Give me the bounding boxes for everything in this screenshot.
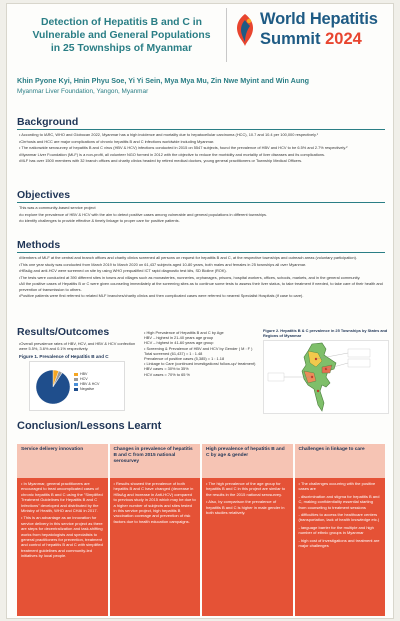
logo-line-1: World Hepatitis — [260, 10, 378, 28]
methods-bullet: •Positive patients were first referred to related MLF branches/charity clinics and then complicated cases were referred to nearest Specialist Hospitals (if case to care). — [19, 293, 304, 299]
methods-bullet: •HBsAg and anti-HCV were screened on site by using WHO prequalified ICT rapid diagnostic test kits, SD Bioline (ROK). — [19, 268, 227, 274]
results-line: Total screened (61,437) = 1 : 1.48 — [144, 350, 203, 356]
background-bullet: •MLF has over 1500 members with 32 branch offices and charity clinics headed by retired medical doctors, young general practitioners or Township Medical Officers. — [19, 158, 303, 164]
legend-label: HBV — [80, 372, 88, 376]
logo-summit: Summit — [260, 30, 321, 48]
poster — [6, 3, 394, 619]
background-bullet: • According to IARC, WHO and Globocan 2022, Myanmar has a high incidence and mortality due to hepatocellular carcinoma (HCC), 10.7 and 10.4 per 100,000 respectively.¹ — [19, 132, 319, 137]
column-body — [110, 478, 201, 616]
background-bullet: • The nationwide serosurvey of hepatitis B and C virus (HBV & HCV) infections conducted in 2015 on 5547 subjects, found the prevalence of HBV and HCV to be 6.5% and 2.7% respectively.² — [19, 145, 348, 151]
methods-heading: Methods — [17, 239, 61, 251]
logo-year: 2024 — [325, 30, 362, 48]
objectives-bullet: •to identify challenges to provide effective & timely linkage to proper care for positive patients. — [19, 218, 180, 224]
column-para: - language barrier for the multiple and high number of ethnic groups in Myanmar — [298, 524, 374, 536]
objectives-text — [19, 205, 385, 225]
column-para: - high cost of investigations and treatment are major challenges — [298, 537, 380, 549]
figure-1-title: Figure 1. Prevalence of Hepatitis B and C — [19, 354, 109, 359]
title-box — [17, 8, 227, 62]
results-line: • Screening & Prevalence of HBV and HCV by Gender ( M : F ) — [144, 345, 253, 351]
conclusion-column — [110, 444, 201, 616]
results-line: • Linkage to Care (continued investigations/ follow-up/ treatment) — [144, 361, 256, 367]
objectives-heading: Objectives — [17, 189, 71, 201]
column-body — [295, 478, 386, 616]
column-para: • The challenges occurring with the positive cases are — [298, 481, 376, 492]
title-line: Vulnerable and General Populations — [32, 29, 211, 41]
objectives-bullet: •to explore the prevalence of HBV & HCV with the aim to detect positive cases among vulnerable and general populations in different townships. — [19, 211, 268, 217]
background-text — [19, 132, 385, 165]
column-header: Service delivery innovation — [17, 444, 108, 478]
figure-2-title: Figure 2. Hepatitis B & C prevalence in 25 Townships by States and Regions of Myanmar — [263, 328, 388, 338]
results-line: HCV – highest in 41-60 years age group — [144, 340, 214, 346]
methods-bullet: •All the positive cases of Hepatitis B or C were given counseling immediately at the screening sites as to continue some tests to assess their liver status, to take treatment if needed, to take care of their health and prevention of transmission to others. — [19, 281, 383, 292]
results-line: Prevalence of positive cases (5,385) = 1 : 1.18 — [144, 356, 225, 362]
legend-label: HCV — [80, 377, 88, 381]
myanmar-map — [263, 340, 389, 414]
column-para: • This is an advantage as an innovation for service delivery in this service project as there are steps for decentralization and task-shifting works from hepatologists and specialists to general practitioners for prevention, treatment and control of hepatitis B and C with simplified treatment guidelines and community-led initiatives by local people. — [21, 515, 103, 559]
results-heading: Results/Outcomes — [17, 326, 110, 338]
authors: Khin Pyone Kyi, Hnin Phyu Soe, Yi Yi Sein, Mya Mya Mu, Zin Nwe Myint and Win Aung — [17, 76, 309, 85]
pie-slice — [36, 370, 70, 404]
legend-swatch — [74, 373, 78, 376]
results-left-text: •Overall prevalence rates of HBV, HCV, and HBV & HCV confection were 5.5%, 3.6% and 0.1% respectively. — [19, 341, 136, 352]
background-bullet: •Cirrhosis and HCC are major complications of chronic hepatitis B and C infections worldwide including Myanmar. — [19, 138, 215, 144]
results-mid-text — [144, 330, 256, 377]
results-line: HBV – highest in 21-40 years age group — [144, 335, 214, 341]
results-line: HCV cases = 70% to 65 % — [144, 371, 190, 377]
column-header: Changes in prevalence of hepatitis B and C from 2015 national serosurvey — [110, 444, 201, 478]
title-line: Detection of Hepatitis B and C in — [40, 16, 203, 28]
hepatitis-summit-logo-icon — [233, 12, 257, 48]
legend-swatch — [74, 378, 78, 381]
conclusion-column — [202, 444, 293, 616]
legend-label: HBV & HCV — [80, 382, 100, 386]
methods-bullet: •The tests were conducted at 390 different sites in towns and villages such as monasteries, nunneries, orphanages, prisons, hospital workers, offices, schools, markets, and in the general community. — [19, 274, 361, 280]
divider — [17, 129, 385, 130]
column-para: • Also, by comparison the prevalence of hepatitis B and C is higher in male gender in both studies relatively. — [206, 499, 285, 516]
conclusion-table — [17, 444, 385, 616]
pie-legend — [74, 372, 99, 392]
background-bullet: •Myanmar Liver Foundation (MLF) is a non-profit, all volunteer NGO formed in 2012 with the objective to reduce the morbidity and mortality of liver diseases and its complications. — [19, 151, 326, 157]
pie-chart-box — [29, 361, 125, 411]
column-body — [202, 478, 293, 616]
myanmar-map-icon — [264, 341, 388, 413]
column-para: • Results showed the prevalence of both hepatitis B and C have changed (decrease in HBsAg and increase in Anti-HCV) compared to previous study in 2015 which may be due to a higher number of subjects and sites tested in this service project, high hepatitis B vaccination coverage and prevention of risk factors due to health education campaigns. — [113, 481, 196, 524]
legend-swatch — [74, 383, 78, 386]
poster-title — [32, 16, 210, 55]
column-para: • The high prevalence of the age group for hepatitis B and C in this project are similar to the results in the 2015 national serosurvey. — [206, 481, 286, 497]
divider — [17, 202, 385, 203]
legend-label: Negative — [80, 387, 95, 391]
column-body — [17, 478, 108, 616]
methods-text — [19, 255, 385, 300]
title-line: in 25 Townships of Myanmar — [50, 42, 193, 54]
column-para: - difficulties to access the healthcare centers (transportation, lack of health knowledge etc.) — [298, 512, 380, 523]
column-header: Challenges in linkage to care — [295, 444, 386, 478]
world-hepatitis-summit-logo — [233, 10, 393, 54]
divider — [17, 252, 385, 253]
conclusion-column — [295, 444, 386, 616]
affiliation: Myanmar Liver Foundation, Yangon, Myanmar — [17, 88, 149, 95]
methods-bullet: •Members of MLF at the central and branch offices and charity clinics screened all persons on request for hepatitis B and C, at the respective townships and outreach areas (voluntary participation). — [19, 255, 358, 260]
methods-bullet: •This one year study was conducted from March 2019 to March 2020 on 61,437 subjects aged 10-80 years, both males and females in 25 townships all over Myanmar. — [19, 261, 307, 267]
column-para: - discrimination and stigma for hepatitis B and C, making confidentiality essential starting from counseling to treatment sessions — [298, 493, 380, 510]
results-line: • High Prevalence of Hepatitis B and C by Age — [144, 330, 224, 335]
column-para: • In Myanmar, general practitioners are encouraged to treat uncomplicated cases of chronic hepatitis B and C using the "Simplified Treatment Guidelines for Hepatitis B and C Infections" developed and distributed by the Ministry of Health, WHO and CHAI in 2017. — [21, 481, 103, 514]
poster-header — [7, 4, 394, 68]
legend-swatch — [74, 388, 78, 391]
pie-chart — [33, 367, 73, 407]
results-line: HBV cases = 30% to 35% — [144, 366, 189, 372]
column-header: High prevalence of hepatitis B and C by age & gender — [202, 444, 293, 478]
objectives-bullet: This was a community-based service project — [19, 205, 96, 210]
conclusion-heading: Conclusion/Lessons Learnt — [17, 420, 162, 432]
background-heading: Background — [17, 116, 79, 128]
logo-line-2 — [260, 30, 362, 49]
conclusion-column — [17, 444, 108, 616]
legend-item — [74, 387, 99, 392]
